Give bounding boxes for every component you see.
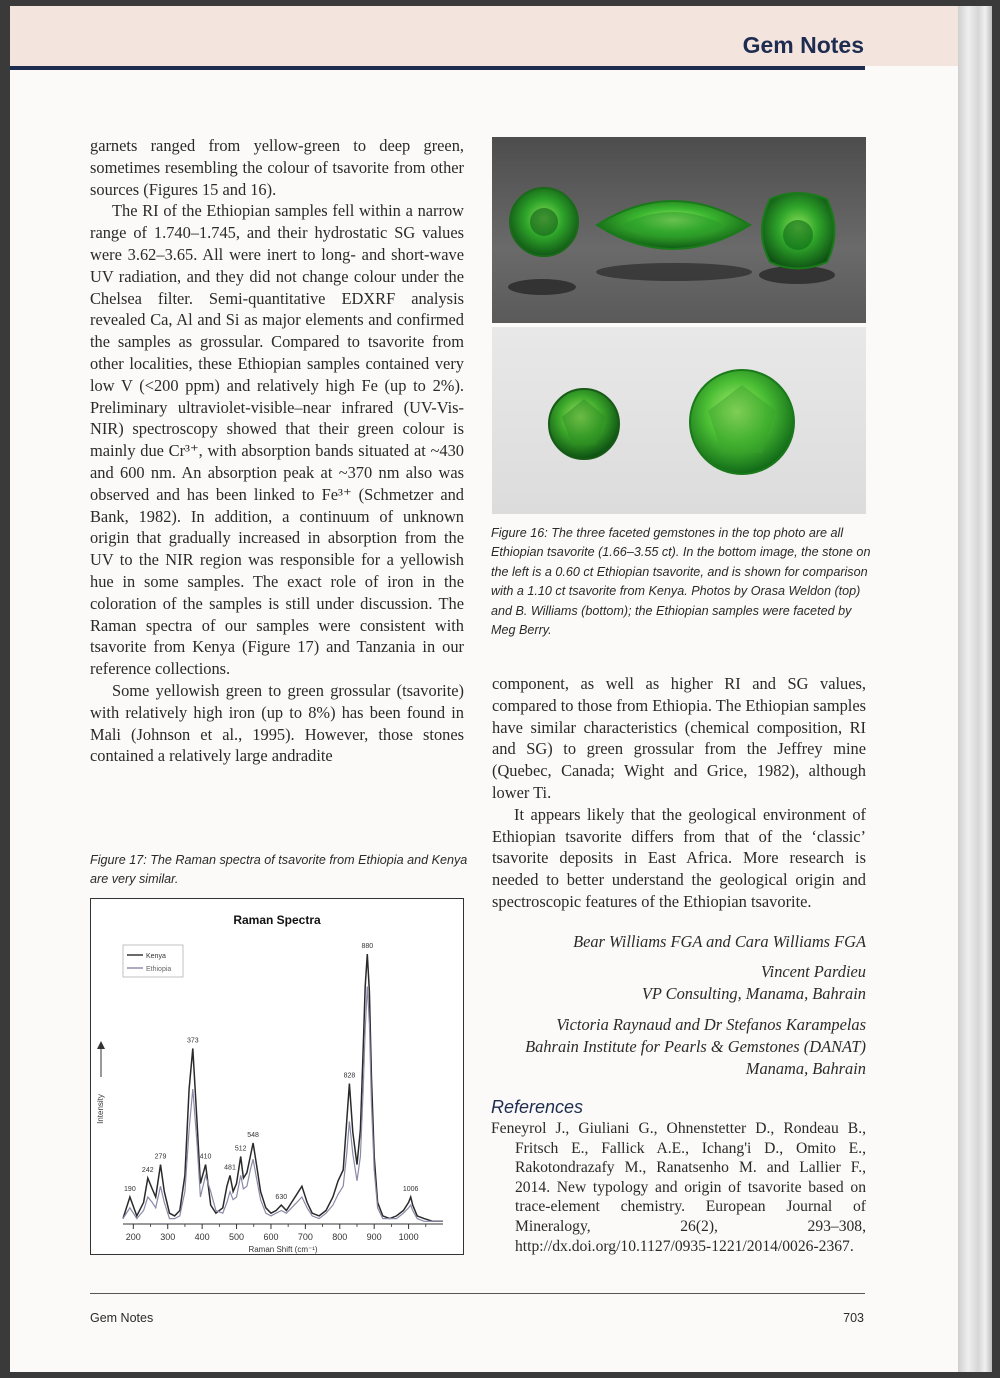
footer-rule: [90, 1293, 865, 1294]
author-signature: Bear Williams FGA and Cara Williams FGA: [573, 932, 866, 951]
photo-tsavorite-comparison: [492, 327, 866, 514]
footer-section-name: Gem Notes: [90, 1311, 154, 1325]
figure-16-caption: Figure 16: The three faceted gemstones in the top photo are all Ethiopian tsavorite (1.66–3.55 ct). In the bottom image, the stone on the left is a 0.60 ct Ethiopian tsavorite, and is shown for comparison with a 1.10 ct tsavorite from Kenya. Photos by Orasa Weldon (top) and B. Williams (bottom); the Ethiopian samples were faceted by Meg Berry.: [491, 526, 871, 638]
right-column-text: [492, 673, 866, 913]
header-band: [10, 6, 958, 66]
paragraph: The RI of the Ethiopian samples fell within a narrow range of 1.740–1.745, and their hydrostatic SG values were 3.62–3.65. All were inert to long- and short-wave UV radiation, and they did not change colour under the Chelsea filter. Semi-quantitative EDXRF analysis revealed Ca, Al and Si as major elements and confirmed the samples as grossular. Compared to tsavorite from other localities, these Ethiopian samples contained very low V (<200 ppm) and relatively high Fe (up to 2%). Preliminary ultraviolet-visible–near infrared (UV-Vis-NIR) spectroscopy showed that their green colour is mainly due Cr³⁺, with absorption bands situated at ~430 and 600 nm. An absorption peak at ~370 nm also was observed and has been linked to Fe³⁺ (Schmetzer and Bank, 1982). In addition, a continuum of unknown origin that gradually increased in absorption from the UV to the NIR region was responsible for a yellowish hue in some samples. The exact role of iron in the coloration of the samples is still under discussion. The Raman spectra of our samples were consistent with tsavorite from Kenya (Figure 17) and Tanzania in our reference collections.: [90, 201, 464, 679]
series-line-kenya: [123, 954, 443, 1221]
paragraph: component, as well as higher RI and SG values, compared to those from Ethiopia. The Ethiopian samples have similar characteristics (chemical composition, RI and SG) to green grossular from the Jeffrey mine (Quebec, Canada; Wight and Grice, 1982), although lower Ti.: [492, 674, 866, 802]
peak-label: 242: [141, 1167, 154, 1175]
photo-ethiopian-tsavorite-three-stones: [492, 137, 866, 323]
author-affiliation: Bahrain Institute for Pearls & Gemstones (DANAT): [525, 1037, 866, 1056]
chart-title: Raman Spectra: [233, 913, 321, 927]
peak-label: 880: [361, 943, 374, 950]
peak-label: 630: [275, 1194, 288, 1202]
left-column-text: [90, 135, 464, 767]
x-tick-label: 500: [229, 1232, 245, 1242]
x-tick-label: 800: [332, 1232, 348, 1242]
series-line-ethiopia: [123, 986, 443, 1221]
raman-spectra-chart: [90, 898, 464, 1255]
chart-svg: [91, 899, 463, 1254]
figure-17-caption: Figure 17: The Raman spectra of tsavorite from Ethiopia and Kenya are very similar.: [90, 853, 468, 887]
paragraph: garnets ranged from yellow-green to deep green, sometimes resembling the colour of tsavorite from other sources (Figures 15 and 16).: [90, 136, 464, 199]
x-axis-label: Raman Shift (cm⁻¹): [248, 1245, 318, 1254]
gem-photo-bottom: [492, 327, 866, 514]
x-tick-label: 1000: [398, 1232, 419, 1242]
x-tick-label: 700: [297, 1232, 313, 1242]
peak-label: 410: [199, 1153, 212, 1161]
author-city: Manama, Bahrain: [745, 1059, 866, 1078]
x-tick-label: 200: [125, 1232, 141, 1242]
page-stack-edge: [958, 6, 992, 1372]
legend-label-ethiopia: Ethiopia: [146, 966, 172, 973]
author-signature: [492, 961, 866, 1005]
paragraph: It appears likely that the geological environment of Ethiopian tsavorite differs from that of the ‘classic’ tsavorite deposits in East Africa. More research is needed to better understand the geological origin and spectroscopic features of the Ethiopian tsavorite.: [492, 804, 866, 911]
peak-label: 828: [343, 1072, 356, 1080]
journal-page: [10, 6, 958, 1372]
author-signature: [492, 1014, 866, 1080]
x-tick-label: 400: [194, 1232, 210, 1242]
section-title: Gem Notes: [742, 32, 864, 58]
y-axis-label: Intensity: [96, 1094, 105, 1124]
x-tick-label: 600: [263, 1232, 279, 1242]
peak-label: 481: [224, 1164, 236, 1172]
y-axis-arrow-head: [97, 1041, 105, 1049]
legend-label-kenya: Kenya: [146, 953, 166, 960]
peak-label: 548: [247, 1132, 259, 1139]
peak-label: 512: [234, 1145, 247, 1153]
x-tick-label: 900: [366, 1232, 382, 1242]
peak-label: 1006: [402, 1186, 419, 1193]
peak-label: 279: [154, 1153, 167, 1161]
reference-entry: Feneyrol J., Giuliani G., Ohnenstetter D., Rondeau B., Fritsch E., Fallick A.E., Ichang'i D., Omito E., Rakotondrazafy M., Ranatsenho M. and Lallier F., 2014. New typology and origin of tsavorite based on trace-element chemistry. European Journal of Mineralogy, 26(2), 293–308, http://dx.doi.org/10.1127/0935-1221/2014/0026-2367.: [491, 1120, 866, 1255]
x-tick-label: 300: [160, 1232, 176, 1242]
author-name: Victoria Raynaud and Dr Stefanos Karampelas: [556, 1015, 866, 1034]
header-rule: [10, 66, 865, 70]
author-name: Vincent Pardieu: [760, 962, 866, 981]
peak-label: 373: [187, 1037, 199, 1045]
gem-photo-top: [492, 137, 866, 323]
paragraph: Some yellowish green to green grossular (tsavorite) with relatively high iron (up to 8%) has been found in Mali (Johnson et al., 1995). However, those stones contained a relatively large andradite: [90, 680, 464, 766]
references-heading: References: [491, 1097, 584, 1117]
peak-label: 190: [124, 1186, 136, 1193]
author-affiliation: VP Consulting, Manama, Bahrain: [641, 984, 866, 1003]
page-number: 703: [843, 1311, 864, 1325]
